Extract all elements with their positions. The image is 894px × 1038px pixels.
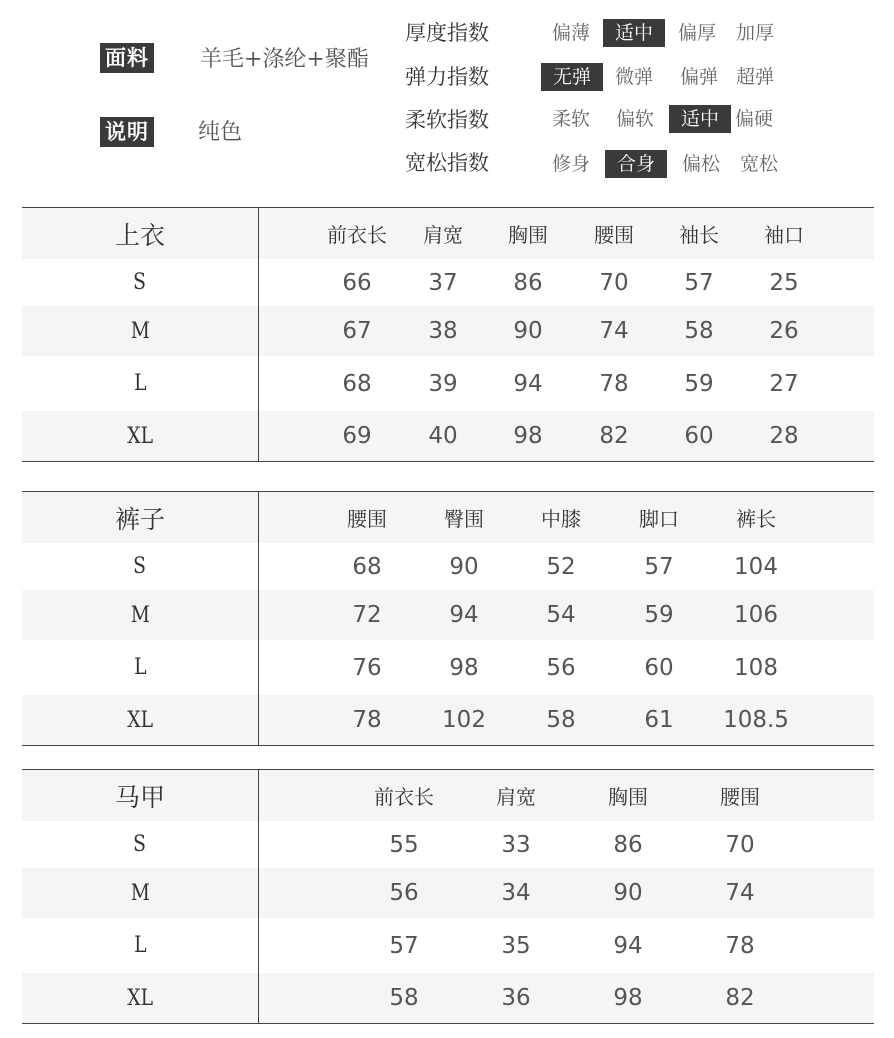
table-cell: 57 [644,553,674,580]
table-title-cell [22,492,258,543]
table-header-row [22,208,874,259]
fit-option-loose: 偏松 [681,153,720,175]
table-cell: 78 [352,707,382,733]
table-row [22,640,874,695]
table-cell: 57 [389,932,419,959]
fit-option-regular: 合身 [605,150,667,178]
size-label: M [130,318,150,344]
table-cell: 37 [428,269,458,296]
table-title: 上衣 [114,220,165,250]
size-label: L [133,371,147,396]
table-cell: 59 [684,370,714,397]
table-cell: 86 [613,831,643,858]
column-header: 脚口 [639,507,679,531]
softness-option-hard: 偏硬 [734,108,773,130]
column-header: 肩宽 [423,223,463,247]
table-row [22,356,874,411]
table-cell: 58 [389,985,419,1011]
table-cell: 55 [389,831,419,858]
table-cell: 94 [613,932,643,959]
table-cell: 61 [644,707,674,733]
table-cell: 106 [734,602,778,628]
column-header: 中膝 [541,507,581,531]
table-cell: 102 [442,707,486,733]
column-header: 裤长 [736,507,776,531]
table-cell: 67 [342,318,372,344]
elasticity-index-label: 弹力指数 [405,65,489,89]
table-cell: 90 [513,318,543,344]
elasticity-option-super: 超弹 [735,66,774,88]
table-row [22,590,874,640]
column-header: 腰围 [347,507,387,531]
size-label: XL [127,423,153,449]
table-cell: 60 [644,654,674,681]
table-row [22,695,874,745]
softness-option-softish: 偏软 [615,108,654,130]
table-row [22,543,874,590]
softness-option-soft: 柔软 [551,108,590,130]
table-row [22,411,874,461]
size-label: L [133,655,147,680]
table-cell: 108.5 [723,707,789,733]
table-cell: 98 [513,423,543,449]
table-cell: 25 [769,269,799,296]
size-label: S [133,270,147,295]
table-cell: 66 [342,269,372,296]
table-cell: 58 [684,318,714,344]
column-header: 肩宽 [496,785,536,809]
size-label: L [133,933,147,958]
table-cell: 35 [501,932,531,959]
column-divider [258,492,259,745]
table-cell: 26 [769,318,799,344]
pants-size-table [22,491,874,746]
table-cell: 28 [769,423,799,449]
table-cell: 38 [428,318,458,344]
table-cell: 78 [599,370,629,397]
table-cell: 54 [546,602,576,628]
table-cell: 68 [342,370,372,397]
fit-index-label: 宽松指数 [405,151,489,175]
softness-index-label: 柔软指数 [405,108,489,132]
table-cell: 40 [428,423,458,449]
table-cell: 69 [342,423,372,449]
table-cell: 36 [501,985,531,1011]
table-cell: 56 [389,880,419,906]
table-cell: 33 [501,831,531,858]
description-value: 纯色 [198,120,243,145]
column-header: 前衣长 [374,785,434,809]
table-row [22,868,874,918]
elasticity-option-none: 无弹 [541,63,603,91]
column-header: 袖长 [679,223,719,247]
table-row [22,918,874,973]
table-cell: 68 [352,553,382,580]
material-tag: 面料 [100,43,154,73]
size-label: XL [127,707,153,733]
table-cell: 94 [449,602,479,628]
table-cell: 90 [613,880,643,906]
table-cell: 60 [684,423,714,449]
fit-option-slim: 修身 [551,153,590,175]
description-tag: 说明 [100,117,154,147]
size-label: M [130,880,150,906]
column-header: 袖口 [764,223,804,247]
column-header: 臀围 [444,507,484,531]
softness-option-medium: 适中 [669,105,731,133]
table-row [22,259,874,306]
table-cell: 98 [613,985,643,1011]
table-header-row [22,492,874,543]
table-cell: 76 [352,654,382,681]
table-cell: 27 [769,370,799,397]
table-cell: 82 [725,985,755,1011]
table-title-cell [22,770,258,821]
size-label: XL [127,985,153,1011]
size-label: S [133,554,147,579]
thickness-option-thick: 偏厚 [677,22,716,44]
table-header-row [22,770,874,821]
thickness-option-extra-thick: 加厚 [735,22,774,44]
table-cell: 56 [546,654,576,681]
table-title: 裤子 [114,504,165,534]
table-cell: 74 [725,880,755,906]
table-cell: 58 [546,707,576,733]
elasticity-option-slight: 微弹 [614,66,653,88]
thickness-index-label: 厚度指数 [405,21,489,45]
table-cell: 72 [352,602,382,628]
column-header: 胸围 [608,785,648,809]
table-cell: 70 [599,269,629,296]
column-header: 腰围 [720,785,760,809]
table-cell: 104 [734,553,778,580]
thickness-option-medium: 适中 [603,19,665,47]
column-header: 胸围 [508,223,548,247]
table-cell: 74 [599,318,629,344]
table-row [22,973,874,1023]
table-title-cell [22,208,258,259]
column-header: 腰围 [594,223,634,247]
table-cell: 90 [449,553,479,580]
table-cell: 59 [644,602,674,628]
table-cell: 39 [428,370,458,397]
fit-option-wide: 宽松 [739,153,778,175]
column-divider [258,208,259,461]
size-label: M [130,602,150,628]
table-title: 马甲 [114,782,165,812]
table-cell: 57 [684,269,714,296]
table-cell: 52 [546,553,576,580]
thickness-option-thin: 偏薄 [551,22,590,44]
table-cell: 86 [513,269,543,296]
table-row [22,821,874,868]
table-cell: 34 [501,880,531,906]
material-value: 羊毛+涤纶+聚酯 [200,47,369,72]
table-cell: 70 [725,831,755,858]
table-row [22,306,874,356]
column-divider [258,770,259,1023]
size-label: S [133,832,147,857]
table-cell: 82 [599,423,629,449]
table-cell: 94 [513,370,543,397]
vest-size-table [22,769,874,1024]
elasticity-option-elastic: 偏弹 [679,66,718,88]
table-cell: 98 [449,654,479,681]
column-header: 前衣长 [327,223,387,247]
table-cell: 108 [734,654,778,681]
top-size-table [22,207,874,462]
table-cell: 78 [725,932,755,959]
